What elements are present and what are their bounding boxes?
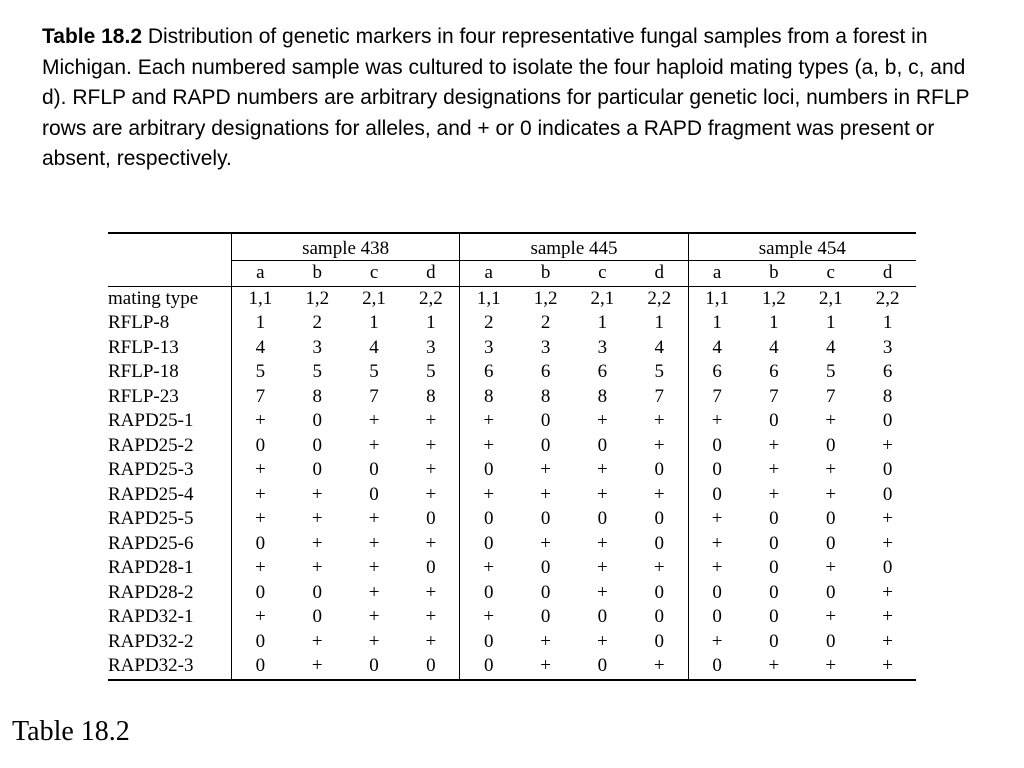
- table-cell: 5: [825, 361, 836, 383]
- table-cell: +: [688, 507, 745, 532]
- table-cell: +: [231, 458, 288, 483]
- type-header: c: [826, 262, 835, 284]
- table-cell: +: [597, 557, 608, 579]
- row-label: RAPD32-2: [108, 630, 194, 652]
- table-cell: 0: [540, 508, 551, 530]
- table-cell: 0: [426, 508, 436, 530]
- table-cell: +: [368, 532, 380, 554]
- table-cell: +: [368, 581, 380, 603]
- table-cell: +: [368, 508, 380, 530]
- table-cell: 7: [231, 385, 288, 410]
- table-cell: 0: [540, 606, 551, 628]
- table-row: [108, 385, 916, 410]
- table-cell: +: [768, 483, 780, 505]
- table-cell: +: [597, 483, 608, 505]
- table-cell: +: [882, 581, 893, 603]
- table-cell: 4: [369, 336, 379, 358]
- table-cell: +: [425, 483, 437, 505]
- table-cell: +: [688, 409, 745, 434]
- table-cell: +: [425, 606, 437, 628]
- table-cell: 2,2: [402, 286, 459, 311]
- table-cell: 0: [597, 434, 608, 456]
- table-cell: 0: [312, 581, 322, 603]
- table-cell: 0: [426, 557, 436, 579]
- table-cell: +: [859, 654, 916, 680]
- table-row: [108, 286, 916, 311]
- table-cell: 1,1: [688, 286, 745, 311]
- sample-header: sample 454: [688, 233, 916, 261]
- table-cell: +: [425, 581, 437, 603]
- table-cell: 0: [769, 508, 779, 530]
- type-header: b: [769, 262, 779, 284]
- table-cell: +: [517, 654, 574, 680]
- table-cell: 1,1: [460, 286, 517, 311]
- table-cell: +: [653, 483, 665, 505]
- table-cell: +: [231, 605, 288, 630]
- empty-label-cell: [108, 261, 231, 287]
- type-header: d: [426, 262, 436, 284]
- table-cell: +: [825, 606, 837, 628]
- table-cell: 1,2: [746, 286, 803, 311]
- table-cell: 0: [460, 654, 517, 680]
- table-cell: 0: [597, 606, 608, 628]
- table-cell: 0: [688, 483, 745, 508]
- table-cell: 0: [769, 532, 779, 554]
- row-label: RAPD25-6: [108, 532, 194, 554]
- table-cell: +: [425, 459, 437, 481]
- table-cell: 0: [231, 581, 288, 606]
- table-cell: 7: [769, 385, 779, 407]
- table-cell: 0: [688, 434, 745, 459]
- table-row: [108, 556, 916, 581]
- table-cell: 0: [654, 508, 664, 530]
- type-header: d: [882, 262, 893, 284]
- table-cell: 0: [231, 434, 288, 459]
- table-cell: +: [688, 556, 745, 581]
- table-row: [108, 409, 916, 434]
- table-cell: +: [425, 434, 437, 456]
- table-cell: 0: [825, 434, 836, 456]
- row-label: RAPD25-2: [108, 434, 194, 456]
- table-cell: 0: [825, 630, 836, 652]
- table-cell: 5: [312, 361, 322, 383]
- table-cell: 0: [460, 581, 517, 606]
- table-cell: +: [882, 434, 893, 456]
- table-cell: +: [825, 557, 837, 579]
- row-label: RAPD25-1: [108, 410, 194, 432]
- table-cell: 0: [882, 483, 893, 505]
- table-row: [108, 458, 916, 483]
- table-cell: 5: [654, 361, 664, 383]
- table-cell: +: [540, 483, 551, 505]
- table-cell: 0: [231, 654, 288, 680]
- table-cell: 4: [688, 336, 745, 361]
- table-cell: 8: [312, 385, 322, 407]
- table-cell: 0: [654, 459, 664, 481]
- table-cell: 0: [688, 458, 745, 483]
- table-cell: 0: [654, 581, 664, 603]
- table-cell: 8: [597, 385, 608, 407]
- table-cell: +: [425, 532, 437, 554]
- type-header: d: [654, 262, 664, 284]
- row-label: RAPD25-5: [108, 508, 194, 530]
- table-cell: 4: [654, 336, 664, 358]
- caption-text: Distribution of genetic markers in four representative fungal samples from a forest in Michigan. Each numbered sample was cultured to isolate the four haploid mating types (a, b, c, and d). RFLP and RAPD numbers are arbitrary designations for particular genetic loci, numbers in RFLP rows are arbitrary designations for alleles, and + or 0 indicates a RAPD fragment was present or absent, respectively.: [42, 25, 970, 170]
- row-label: RFLP-18: [108, 361, 179, 383]
- table-cell: 8: [460, 385, 517, 410]
- table-cell: 1: [688, 311, 745, 336]
- table-row: [108, 336, 916, 361]
- table-cell: +: [768, 459, 780, 481]
- table-cell: 1: [825, 312, 836, 334]
- table-cell: 0: [882, 459, 893, 481]
- table-cell: 0: [460, 532, 517, 557]
- table-cell: 2,1: [574, 286, 631, 311]
- table-cell: 6: [460, 360, 517, 385]
- table-cell: 1: [597, 312, 608, 334]
- row-label: RFLP-8: [108, 312, 170, 334]
- table-cell: 0: [825, 508, 836, 530]
- table-cell: 3: [460, 336, 517, 361]
- table-cell: 8: [426, 385, 436, 407]
- table-cell: +: [460, 483, 517, 508]
- table-row: [108, 434, 916, 459]
- table-cell: +: [825, 483, 837, 505]
- table-row: [108, 311, 916, 336]
- table-cell: 5: [369, 361, 379, 383]
- table-cell: 2: [460, 311, 517, 336]
- table-cell: 5: [426, 361, 436, 383]
- table-cell: +: [231, 409, 288, 434]
- table-cell: 8: [540, 385, 551, 407]
- table-cell: +: [653, 410, 665, 432]
- table-cell: +: [311, 557, 323, 579]
- table-cell: 3: [882, 336, 893, 358]
- table-cell: 6: [882, 361, 893, 383]
- type-header: a: [688, 261, 745, 287]
- table-cell: 1: [369, 312, 379, 334]
- table-cell: +: [425, 410, 437, 432]
- table-cell: 7: [654, 385, 664, 407]
- table-cell: 8: [882, 385, 893, 407]
- row-label: RAPD32-1: [108, 606, 194, 628]
- table-cell: +: [231, 507, 288, 532]
- table-cell: 0: [654, 630, 664, 652]
- table-cell: +: [653, 557, 665, 579]
- table-cell: +: [768, 434, 780, 456]
- table-cell: 2,1: [346, 286, 403, 311]
- corner-cell: [108, 233, 231, 261]
- table-cell: 6: [540, 361, 551, 383]
- table-container: [108, 232, 916, 681]
- table-cell: 2,2: [631, 286, 688, 311]
- table-cell: 0: [769, 410, 779, 432]
- table-cell: +: [460, 434, 517, 459]
- table-cell: 3: [597, 336, 608, 358]
- table-cell: 0: [769, 630, 779, 652]
- table-cell: 2,2: [859, 286, 916, 311]
- table-cell: 3: [426, 336, 436, 358]
- row-label: RAPD28-2: [108, 581, 194, 603]
- table-cell: 0: [312, 459, 322, 481]
- table-cell: 0: [312, 606, 322, 628]
- table-row: [108, 605, 916, 630]
- table-cell: 0: [231, 532, 288, 557]
- table-row: [108, 483, 916, 508]
- table-body: [108, 233, 916, 680]
- table-cell: 0: [688, 654, 745, 680]
- table-cell: 1: [426, 312, 436, 334]
- table-cell: 1: [769, 312, 779, 334]
- table-cell: +: [460, 556, 517, 581]
- type-header: b: [312, 262, 322, 284]
- table-cell: +: [540, 532, 551, 554]
- table-row: [108, 507, 916, 532]
- table-cell: 0: [460, 507, 517, 532]
- table-cell: +: [882, 532, 893, 554]
- type-header: c: [369, 262, 379, 284]
- table-cell: 3: [312, 336, 322, 358]
- table-row: [108, 654, 916, 680]
- table-row: [108, 360, 916, 385]
- table-cell: +: [825, 410, 837, 432]
- genetic-markers-table: [108, 232, 916, 681]
- table-cell: 0: [597, 508, 608, 530]
- table-cell: +: [802, 654, 859, 680]
- table-cell: +: [597, 532, 608, 554]
- table-cell: 4: [769, 336, 779, 358]
- table-cell: 1,2: [517, 286, 574, 311]
- table-cell: 6: [597, 361, 608, 383]
- table-caption: [42, 22, 987, 175]
- table-cell: +: [425, 630, 437, 652]
- table-cell: 1: [654, 312, 664, 334]
- table-cell: 0: [540, 581, 551, 603]
- table-cell: 0: [540, 434, 551, 456]
- type-header: a: [231, 261, 288, 287]
- table-cell: 0: [312, 410, 322, 432]
- table-cell: +: [688, 532, 745, 557]
- table-cell: 0: [688, 605, 745, 630]
- table-cell: +: [289, 654, 346, 680]
- table-cell: +: [311, 532, 323, 554]
- type-header: c: [598, 262, 607, 284]
- table-cell: 5: [231, 360, 288, 385]
- type-header: b: [540, 262, 551, 284]
- row-label: RFLP-13: [108, 336, 179, 358]
- table-cell: +: [597, 459, 608, 481]
- table-cell: +: [368, 557, 380, 579]
- table-cell: 2: [540, 312, 551, 334]
- table-cell: 1: [882, 312, 893, 334]
- table-cell: 4: [825, 336, 836, 358]
- table-cell: +: [746, 654, 803, 680]
- sample-header-row: [108, 233, 916, 261]
- table-cell: 0: [540, 557, 551, 579]
- table-cell: +: [368, 410, 380, 432]
- table-cell: 3: [540, 336, 551, 358]
- table-cell: 0: [460, 458, 517, 483]
- table-cell: 0: [769, 557, 779, 579]
- table-cell: +: [231, 556, 288, 581]
- table-cell: 0: [654, 606, 664, 628]
- table-cell: 2: [312, 312, 322, 334]
- table-cell: 7: [369, 385, 379, 407]
- table-cell: 1,2: [289, 286, 346, 311]
- table-cell: 1,1: [231, 286, 288, 311]
- table-cell: +: [460, 409, 517, 434]
- table-cell: +: [631, 654, 688, 680]
- table-cell: 0: [654, 532, 664, 554]
- table-cell: 0: [540, 410, 551, 432]
- table-cell: +: [540, 459, 551, 481]
- table-cell: 0: [574, 654, 631, 680]
- table-cell: +: [825, 459, 837, 481]
- row-label: RAPD32-3: [108, 654, 231, 680]
- sample-header: sample 445: [460, 233, 688, 261]
- table-cell: 6: [688, 360, 745, 385]
- table-cell: 7: [688, 385, 745, 410]
- sample-header: sample 438: [231, 233, 459, 261]
- table-cell: +: [460, 605, 517, 630]
- table-row: [108, 532, 916, 557]
- table-cell: +: [368, 630, 380, 652]
- table-cell: +: [231, 483, 288, 508]
- table-cell: 0: [402, 654, 459, 680]
- table-cell: +: [540, 630, 551, 652]
- table-cell: 0: [882, 410, 893, 432]
- table-cell: +: [882, 508, 893, 530]
- table-cell: +: [368, 606, 380, 628]
- table-cell: 7: [825, 385, 836, 407]
- table-cell: +: [597, 410, 608, 432]
- table-cell: 0: [231, 630, 288, 655]
- table-cell: +: [882, 630, 893, 652]
- table-cell: 0: [369, 459, 379, 481]
- caption-label: Table 18.2: [42, 25, 142, 48]
- table-cell: 0: [769, 606, 779, 628]
- table-cell: +: [368, 434, 380, 456]
- table-cell: 0: [688, 581, 745, 606]
- table-cell: +: [688, 630, 745, 655]
- row-label: RAPD25-3: [108, 459, 194, 481]
- table-cell: +: [597, 581, 608, 603]
- table-cell: 4: [231, 336, 288, 361]
- row-label: RAPD25-4: [108, 483, 194, 505]
- type-header: a: [460, 261, 517, 287]
- table-cell: 0: [346, 654, 403, 680]
- table-row: [108, 630, 916, 655]
- type-header-row: [108, 261, 916, 287]
- table-cell: 6: [769, 361, 779, 383]
- slide-footer-title: Table 18.2: [12, 716, 130, 747]
- table-cell: 0: [312, 434, 322, 456]
- table-cell: 0: [769, 581, 779, 603]
- table-cell: 0: [882, 557, 893, 579]
- table-cell: 0: [825, 581, 836, 603]
- table-cell: 0: [460, 630, 517, 655]
- table-cell: +: [311, 508, 323, 530]
- table-cell: +: [597, 630, 608, 652]
- row-label: RAPD28-1: [108, 557, 194, 579]
- table-cell: 0: [825, 532, 836, 554]
- table-cell: +: [653, 434, 665, 456]
- row-label: mating type: [108, 286, 231, 311]
- table-cell: 2,1: [802, 286, 859, 311]
- table-cell: +: [311, 483, 323, 505]
- table-cell: 0: [369, 483, 379, 505]
- table-cell: +: [882, 606, 893, 628]
- table-cell: +: [311, 630, 323, 652]
- row-label: RFLP-23: [108, 385, 179, 407]
- table-row: [108, 581, 916, 606]
- table-cell: 1: [231, 311, 288, 336]
